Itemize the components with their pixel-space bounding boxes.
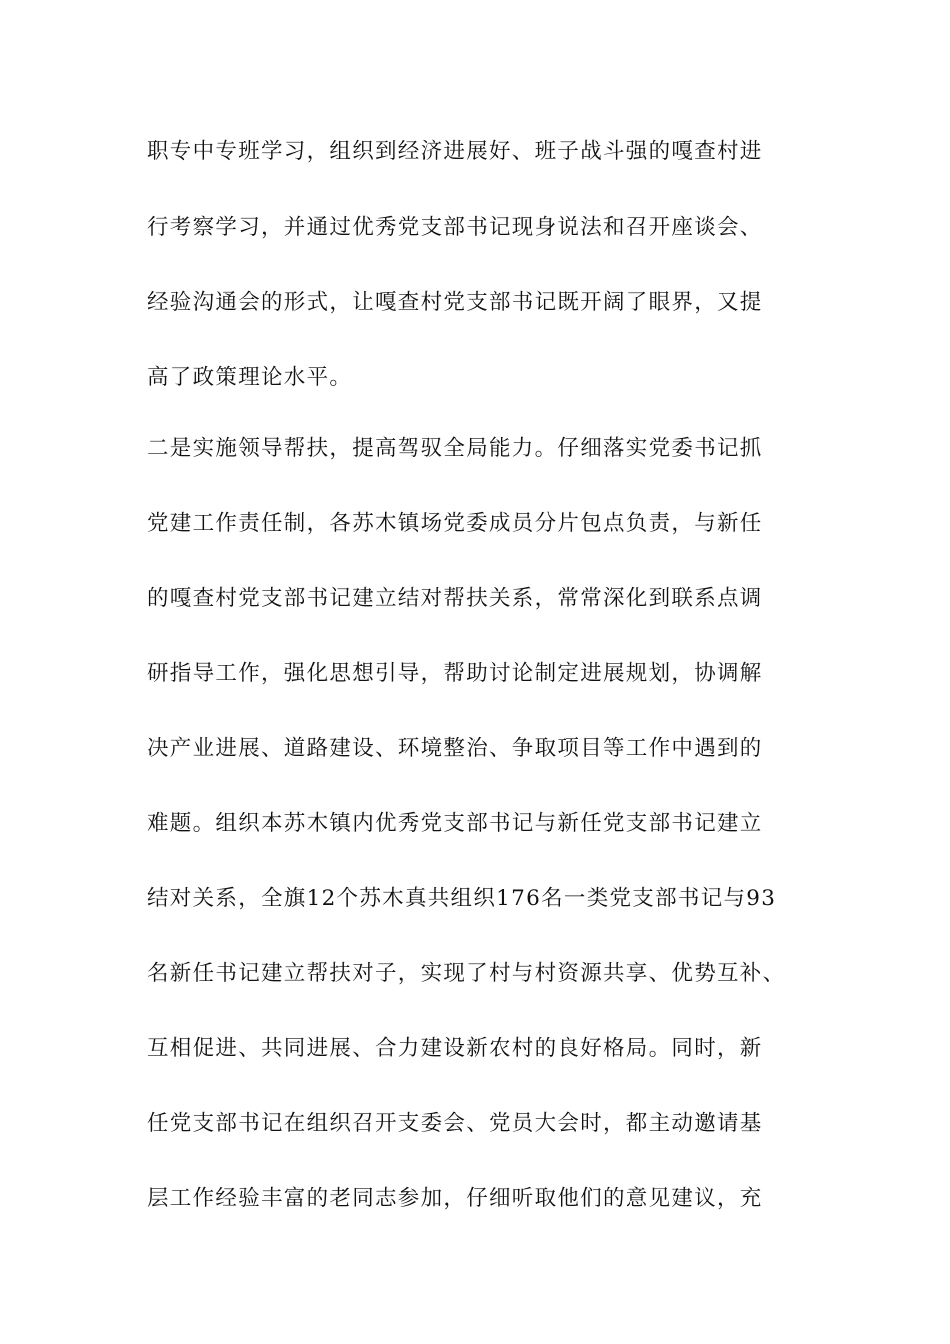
text-line: 研指导工作，强化思想引导，帮助讨论制定进展规划，协调解 (147, 661, 763, 686)
text-line: 的嘎查村党支部书记建立结对帮扶关系，常常深化到联系点调 (147, 586, 763, 611)
text-line: 难题。组织本苏木镇内优秀党支部书记与新任党支部书记建立 (147, 811, 763, 836)
text-line: 结对关系，全旗12个苏木真共组织176名一类党支部书记与93 (147, 886, 777, 911)
text-line: 职专中专班学习，组织到经济进展好、班子战斗强的嘎查村进 (147, 139, 763, 164)
text-line: 任党支部书记在组织召开支委会、党员大会时，都主动邀请基 (147, 1111, 763, 1136)
text-line: 行考察学习，并通过优秀党支部书记现身说法和召开座谈会、 (147, 215, 763, 240)
text-line: 层工作经验丰富的老同志参加，仔细听取他们的意见建议，充 (147, 1186, 763, 1211)
paragraph-heading-line: 二是实施领导帮扶，提高驾驭全局能力。仔细落实党委书记抓 (147, 436, 763, 461)
text-line: 决产业进展、道路建设、环境整治、争取项目等工作中遇到的 (147, 736, 763, 761)
text-line: 互相促进、共同进展、合力建设新农村的良好格局。同时，新 (147, 1036, 763, 1061)
text-line: 党建工作责任制，各苏木镇场党委成员分片包点负责，与新任 (147, 511, 763, 536)
text-line: 经验沟通会的形式，让嘎查村党支部书记既开阔了眼界，又提 (147, 290, 763, 315)
text-line: 名新任书记建立帮扶对子，实现了村与村资源共享、优势互补、 (147, 961, 786, 986)
text-line: 高了政策理论水平。 (147, 365, 353, 390)
